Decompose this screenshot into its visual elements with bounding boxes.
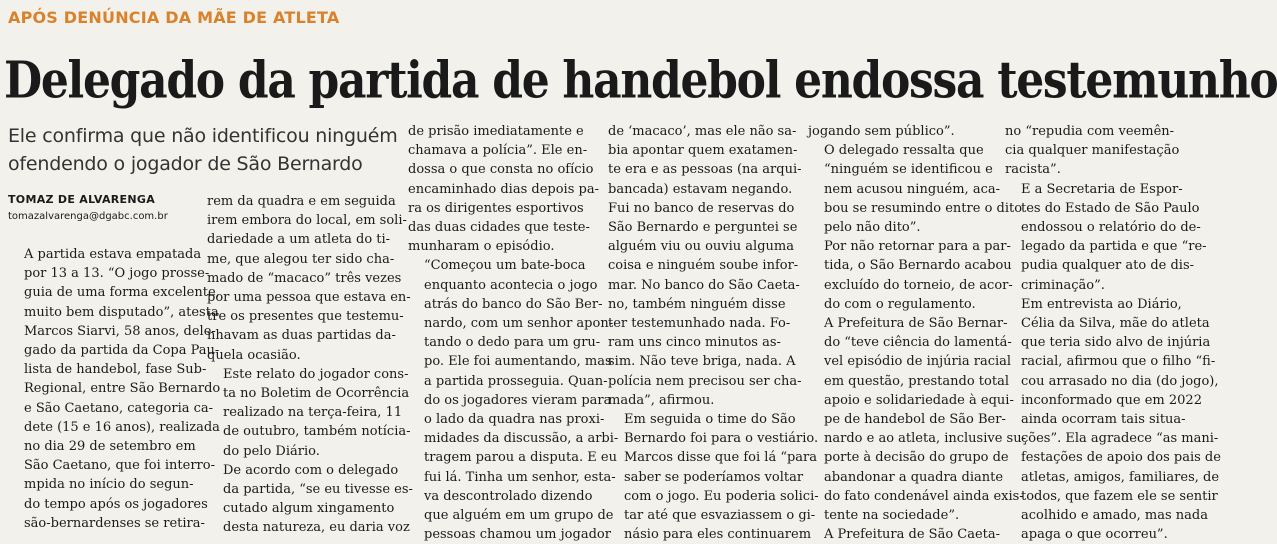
text-line: racial, afirmou que o filho “fi- — [1021, 354, 1216, 370]
subhead-line: Ele confirma que não identificou ninguém — [8, 125, 398, 147]
text-line: me, que alegou ter sido cha- — [207, 251, 395, 267]
text-line: atletas, amigos, familiares, de — [1021, 469, 1220, 485]
article-paragraph — [808, 314, 1026, 525]
text-line: po. Ele foi aumentando, mas — [424, 354, 612, 370]
text-line: nardo, com um senhor apon- — [424, 316, 614, 332]
text-line: lista de handebol, fase Sub- — [24, 362, 207, 378]
text-line: O delegado ressalta que — [824, 143, 984, 159]
text-column-5 — [808, 122, 1026, 544]
text-line: tida, o São Bernardo acabou — [824, 258, 1012, 274]
text-line: Bernardo foi para o vestiário. — [624, 431, 819, 447]
text-line: alguém viu ou ouviu alguma — [608, 239, 794, 255]
text-line: com o jogo. Eu poderia solici- — [624, 488, 819, 504]
author-email[interactable]: tomazalvarenga@dgabc.com.br — [8, 211, 168, 222]
text-line: no “repudia com veemên- — [1005, 124, 1175, 139]
text-line: Este relato do jogador cons- — [223, 366, 409, 382]
text-line: do fato condenável ainda exis- — [824, 488, 1024, 504]
text-line: guia de uma forma excelente, — [24, 285, 220, 301]
text-line: que teria sido alvo de injúria — [1021, 335, 1211, 351]
text-line: ta no Boletim de Ocorrência — [223, 386, 410, 402]
text-line: irem embora do local, em soli- — [207, 213, 407, 229]
text-line: mpida no início do segun- — [24, 477, 194, 493]
text-line: pe de handebol de São Ber- — [824, 412, 1006, 428]
text-line: enquanto acontecia o jogo — [424, 277, 598, 293]
text-line: atrás do banco do São Ber- — [424, 296, 603, 312]
text-line: festações de apoio dos pais de — [1021, 450, 1221, 466]
text-line: porte à decisão do grupo de — [824, 450, 1009, 466]
article-paragraph — [207, 192, 411, 365]
text-line: no, também ninguém disse — [608, 296, 786, 312]
text-line: ainda ocorram tais situa- — [1021, 412, 1186, 428]
text-line: mada”, afirmou. — [608, 392, 715, 408]
text-line: do “teve ciência do lamentá- — [824, 335, 1012, 351]
text-line: “ninguém se identificou e — [824, 162, 993, 178]
text-line: muito bem disputado”, atesta — [24, 304, 219, 320]
text-line: Em seguida o time do São — [624, 412, 796, 428]
text-line: A Prefeitura de São Caeta- — [824, 527, 1001, 543]
text-line: gado da partida da Copa Pau- — [24, 343, 220, 359]
text-line: bou se resumindo entre o dito — [824, 200, 1023, 216]
text-line: que alguém em um grupo de — [424, 508, 614, 524]
text-line: do pelo Diário. — [223, 443, 320, 459]
text-line: cutado algum xingamento — [223, 501, 395, 517]
article-paragraph — [808, 525, 1001, 544]
text-line: bancada) estavam negando. — [608, 181, 793, 197]
text-line: o lado da quadra nas proxi- — [424, 412, 605, 428]
text-line: apaga o que ocorreu”. — [1021, 527, 1168, 543]
text-line: são-bernardenses se retira- — [24, 515, 205, 531]
article-paragraph — [808, 141, 1023, 237]
text-line: pudia qualquer ato de dis- — [1021, 258, 1195, 274]
text-line: cia qualquer manifestação — [1005, 143, 1180, 159]
text-line: rem da quadra e em seguida — [207, 194, 396, 209]
text-line: fui lá. Tinha um senhor, esta- — [424, 469, 616, 485]
text-line: apoio e solidariedade à equi- — [824, 392, 1014, 408]
text-line: no dia 29 de setembro em — [24, 439, 196, 455]
text-line: nhavam as duas partidas da- — [207, 328, 396, 344]
text-line: tragem parou a disputa. E eu — [424, 450, 617, 466]
text-line: násio para eles continuarem — [624, 527, 812, 543]
article-paragraph — [808, 237, 1013, 314]
text-line: tente na sociedade”. — [824, 508, 960, 524]
text-line: coisa e ninguém soube infor- — [608, 258, 799, 274]
text-line: e São Caetano, categoria ca- — [24, 400, 214, 416]
text-line: dariedade a um atleta do ti- — [207, 232, 391, 248]
text-line: ções”. Ela agradece “as mani- — [1021, 431, 1219, 447]
text-line: ram uns cinco minutos as- — [608, 335, 781, 351]
text-line: E a Secretaria de Espor- — [1021, 181, 1183, 197]
text-line: racista”. — [1005, 162, 1061, 178]
text-line: endossou o relatório do de- — [1021, 220, 1201, 236]
text-line: criminação”. — [1021, 277, 1105, 293]
text-line: De acordo com o delegado — [223, 462, 399, 478]
article-paragraph — [1005, 295, 1221, 544]
text-line: jogando sem público”. — [808, 124, 955, 139]
text-line: Fui no banco de reservas do — [608, 200, 795, 216]
text-line: tando o dedo para um gru- — [424, 335, 601, 351]
text-line: por 13 a 13. “O jogo prosse- — [24, 266, 210, 282]
text-line: pelo não dito”. — [824, 220, 921, 236]
text-line: vel episódio de injúria racial — [824, 354, 1012, 370]
subhead-line: ofendendo o jogador de São Bernardo — [8, 153, 363, 175]
text-line: todos, que fazem ele se sentir — [1021, 488, 1218, 504]
text-line: Marcos Siarvi, 58 anos, dele- — [24, 323, 216, 339]
text-column-3 — [408, 122, 619, 544]
text-line: “Começou um bate-boca — [424, 258, 586, 274]
article-paragraph — [808, 122, 998, 141]
text-line: a partida prosseguia. Quan- — [424, 373, 608, 389]
article-paragraph — [1005, 180, 1207, 295]
article-paragraph — [8, 245, 221, 533]
text-line: Por não retornar para a par- — [824, 239, 1011, 255]
text-line: São Bernardo e perguntei se — [608, 220, 798, 236]
text-line: São Caetano, que foi interro- — [24, 458, 215, 474]
text-line: da partida, “se eu tivesse es- — [223, 482, 413, 498]
text-line: das duas cidades que teste- — [408, 220, 590, 236]
text-line: encaminhado dias depois pa- — [408, 181, 599, 197]
text-line: de ‘macaco’, mas ele não sa- — [608, 124, 797, 139]
text-line: dossa o que consta no ofício — [408, 162, 594, 178]
text-line: pessoas chamou um jogador — [424, 527, 611, 543]
text-line: cou arrasado no dia (do jogo), — [1021, 373, 1219, 389]
text-line: te era e as pessoas (na arqui- — [608, 162, 802, 178]
text-line: polícia nem precisou ser cha- — [608, 373, 802, 389]
article-kicker: APÓS DENÚNCIA DA MÃE DE ATLETA — [8, 8, 340, 27]
text-line: saber se poderíamos voltar — [624, 469, 804, 485]
text-column-4 — [608, 122, 819, 544]
text-line: ter testemunhado nada. Fo- — [608, 316, 791, 332]
text-line: Marcos disse que foi lá “para — [624, 450, 818, 466]
text-column-1 — [8, 245, 221, 533]
article-paragraph — [207, 461, 413, 538]
text-line: A Prefeitura de São Bernar- — [824, 316, 1008, 332]
article-paragraph — [207, 365, 411, 461]
text-line: quela ocasião. — [207, 347, 301, 363]
text-line: por uma pessoa que estava en- — [207, 290, 411, 306]
text-line: acolhido e amado, mas nada — [1021, 508, 1208, 524]
text-line: tar até que esvaziassem o gi- — [624, 508, 816, 524]
article-paragraph — [608, 122, 801, 410]
text-line: Célia da Silva, mãe do atleta — [1021, 316, 1210, 332]
text-line: dete (15 e 16 anos), realizada — [24, 419, 220, 435]
text-line: chamava a polícia”. Ele en- — [408, 143, 588, 159]
article-byline: TOMAZ DE ALVARENGA — [8, 193, 156, 206]
text-line: ra os dirigentes esportivos — [408, 200, 584, 216]
text-line: tre os presentes que testemu- — [207, 309, 404, 325]
text-line: realizado na terça-feira, 11 — [223, 405, 403, 421]
text-line: de outubro, também notícia- — [223, 424, 411, 440]
text-line: munharam o episódio. — [408, 239, 555, 255]
article-subhead — [8, 122, 398, 178]
text-line: tes do Estado de São Paulo — [1021, 200, 1200, 216]
text-line: em questão, prestando total — [824, 373, 1009, 389]
text-line: nem acusou ninguém, aca- — [824, 181, 1000, 197]
text-line: abandonar a quadra diante — [824, 469, 1004, 485]
article-paragraph — [1005, 122, 1195, 180]
text-line: sim. Não teve briga, nada. A — [608, 354, 796, 370]
text-line: do os jogadores vieram para — [424, 392, 612, 408]
text-line: legado da partida e que “re- — [1021, 239, 1207, 255]
text-line: excluído do torneio, de acor- — [824, 277, 1013, 293]
text-column-6 — [1005, 122, 1221, 544]
text-line: va descontrolado dizendo — [424, 488, 593, 504]
article-paragraph — [408, 256, 619, 544]
text-line: midades da discussão, a arbi- — [424, 431, 619, 447]
text-line: do tempo após os jogadores — [24, 496, 208, 512]
text-line: A partida estava empatada — [24, 247, 202, 262]
text-line: mado de “macaco” três vezes — [207, 270, 402, 286]
text-line: bia apontar quem exatamen- — [608, 143, 798, 159]
text-line: Em entrevista ao Diário, — [1021, 296, 1182, 312]
text-column-2 — [207, 192, 413, 538]
text-line: Regional, entre São Bernardo — [24, 381, 221, 397]
text-line: do com o regulamento. — [824, 296, 976, 312]
article-headline: Delegado da partida de handebol endossa testemunho — [4, 51, 1277, 111]
article-paragraph — [408, 122, 601, 256]
text-line: de prisão imediatamente e — [408, 124, 584, 139]
text-line: inconformado que em 2022 — [1021, 392, 1202, 408]
text-line: desta natureza, eu daria voz — [223, 520, 410, 536]
text-line: nardo e ao atleta, inclusive su- — [824, 431, 1026, 447]
text-line: mar. No banco do São Caeta- — [608, 277, 800, 293]
article-paragraph — [608, 410, 819, 544]
